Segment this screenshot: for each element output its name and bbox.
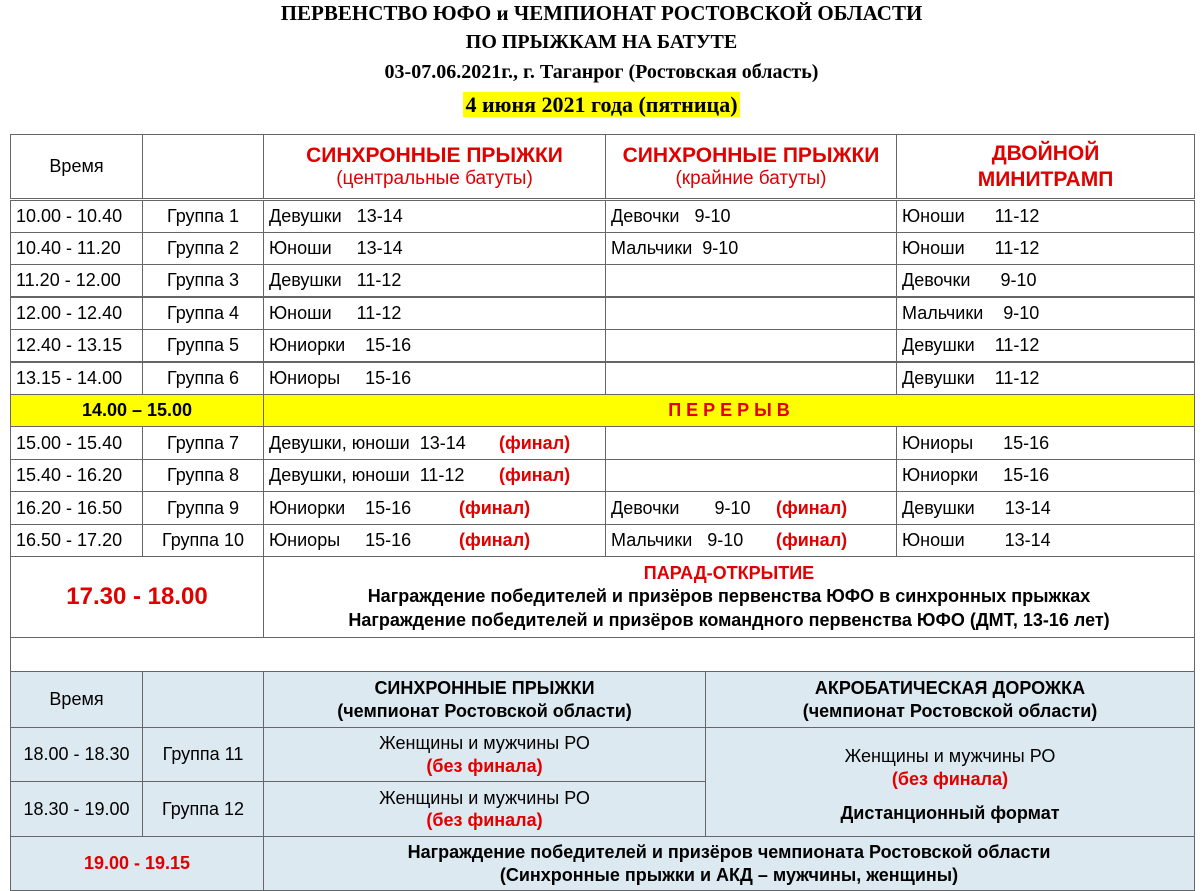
- final-row-sync-edge: [605, 524, 897, 557]
- row-group: [142, 200, 264, 233]
- t2-row1-sync: [263, 727, 706, 782]
- row-time-label: 11.20 - 12.00: [16, 270, 121, 291]
- date-heading: [0, 92, 1203, 118]
- break-time: [10, 394, 264, 427]
- date-highlight: 4 июня 2021 года (пятница): [465, 92, 738, 117]
- row-time: [10, 297, 143, 330]
- row-time: [10, 232, 143, 265]
- row-sync-edge: [605, 232, 897, 265]
- final-row-time: [10, 459, 143, 492]
- title-line-2: ПО ПРЫЖКАМ НА БАТУТЕ: [465, 31, 738, 53]
- row-time-label: 12.00 - 12.40: [16, 303, 123, 324]
- sync-central-entry: Девушки, юноши 11-12: [269, 465, 465, 486]
- row-sync-central: [263, 264, 606, 297]
- table2-header-sync: [263, 671, 706, 728]
- t2-award-time: [10, 836, 264, 891]
- final-row-time: [10, 491, 143, 525]
- final-row-sync-central: [263, 491, 606, 525]
- final-row-dmt: [896, 524, 1195, 557]
- final-row-sync-central: [263, 459, 606, 492]
- t2-sync-entry: Женщины и мужчины РО: [379, 787, 590, 808]
- row-time-label: 15.40 - 16.20: [16, 465, 123, 486]
- t2-group-label: Группа 12: [161, 798, 245, 819]
- final-row-group: [142, 459, 264, 492]
- row-time: [10, 200, 143, 233]
- title-line-1: ПЕРВЕНСТВО ЮФО и ЧЕМПИОНАТ РОСТОВСКОЙ ОБЛАСТИ: [280, 1, 923, 25]
- final-row-sync-edge: [605, 459, 897, 492]
- t2-track-cell: [705, 727, 1195, 837]
- row-group-label: Группа 1: [166, 206, 240, 227]
- parade-time-label: 17.30 - 18.00: [66, 583, 208, 610]
- final-row-sync-edge: [605, 491, 897, 525]
- dmt-entry: Юниорки 15-16: [902, 465, 1050, 486]
- row-time-label: 10.00 - 10.40: [16, 206, 123, 227]
- final-badge: (финал): [776, 530, 848, 551]
- dmt-entry: Девушки 11-12: [902, 335, 1040, 356]
- row-time: [10, 362, 143, 395]
- sync-edge-subtitle: (крайние батуты): [675, 167, 827, 189]
- row-time-label: 16.50 - 17.20: [16, 530, 123, 551]
- row-dmt: [896, 329, 1195, 362]
- sync-central-entry: Юниорки 15-16: [269, 497, 412, 518]
- t2-award-line-2: (Синхронные прыжки и АКД – мужчины, женщины): [499, 864, 959, 885]
- final-row-dmt: [896, 426, 1195, 460]
- row-dmt: [896, 362, 1195, 395]
- final-row-time: [10, 426, 143, 460]
- t2-sync-note: (без финала): [426, 755, 543, 776]
- final-row-dmt: [896, 459, 1195, 492]
- final-badge: (финал): [459, 497, 531, 518]
- row-time-label: 16.20 - 16.50: [16, 497, 123, 518]
- final-row-sync-central: [263, 426, 606, 460]
- final-row-group: [142, 426, 264, 460]
- sync-central-entry: Девушки, юноши 13-14: [269, 432, 466, 453]
- dmt-entry: Юноши 13-14: [902, 530, 1051, 551]
- row-group-label: Группа 7: [166, 432, 240, 453]
- table2-header-track: [705, 671, 1195, 728]
- row-group-label: Группа 6: [166, 368, 240, 389]
- table1-header-sync-central: [263, 134, 606, 199]
- parade-time: [10, 556, 264, 638]
- parade-award-1: Награждение победителей и призёров первенства ЮФО в синхронных прыжках: [367, 586, 1091, 607]
- t2-track-format: Дистанционный формат: [840, 803, 1060, 824]
- final-row-sync-edge: [605, 426, 897, 460]
- row-dmt: [896, 232, 1195, 265]
- final-row-dmt: [896, 491, 1195, 525]
- row-sync-edge: [605, 297, 897, 330]
- row-group-label: Группа 10: [161, 530, 245, 551]
- final-row-group: [142, 524, 264, 557]
- sync-edge-entry: Девочки 9-10: [611, 497, 751, 518]
- row-group-label: Группа 9: [166, 497, 240, 518]
- row-time: [10, 264, 143, 297]
- row-sync-central: [263, 362, 606, 395]
- row-dmt: [896, 264, 1195, 297]
- dmt-entry: Девочки 9-10: [902, 270, 1037, 291]
- row-time-label: 13.15 - 14.00: [16, 368, 123, 389]
- row-sync-central: [263, 297, 606, 330]
- final-badge: (финал): [459, 530, 531, 551]
- final-row-group: [142, 491, 264, 525]
- table1-header-dmt: [896, 134, 1195, 199]
- break-label: П Е Р Е Р Ы В: [668, 400, 790, 421]
- t2-time-label: 18.00 - 18.30: [23, 744, 130, 765]
- row-time: [10, 329, 143, 362]
- t2-sync-title: СИНХРОННЫЕ ПРЫЖКИ: [374, 678, 595, 698]
- parade-title: ПАРАД-ОТКРЫТИЕ: [643, 562, 815, 583]
- table1-header-time: [10, 134, 143, 199]
- sync-central-entry: Юноши 13-14: [269, 238, 403, 259]
- t2-group-label: Группа 11: [162, 744, 244, 765]
- final-badge: (финал): [776, 497, 848, 518]
- sync-central-subtitle: (центральные батуты): [336, 167, 533, 189]
- dmt-title-2: МИНИТРАМП: [977, 167, 1114, 191]
- row-sync-central: [263, 329, 606, 362]
- row-group-label: Группа 8: [166, 465, 240, 486]
- dmt-entry: Мальчики 9-10: [902, 303, 1040, 324]
- row-sync-central: [263, 232, 606, 265]
- t2-track-subtitle: (чемпионат Ростовской области): [802, 700, 1098, 721]
- row-group: [142, 232, 264, 265]
- sync-central-title: СИНХРОННЫЕ ПРЫЖКИ: [306, 143, 563, 167]
- t2-sync-note: (без финала): [426, 810, 543, 830]
- row-group: [142, 297, 264, 330]
- t2-award-time-label: 19.00 - 19.15: [83, 853, 191, 874]
- row-group-label: Группа 4: [166, 303, 240, 324]
- time-header-label: Время: [49, 156, 104, 177]
- final-badge: (финал): [499, 432, 571, 453]
- row-time-label: 10.40 - 11.20: [16, 238, 121, 259]
- dmt-entry: Юноши 11-12: [902, 206, 1040, 227]
- row-time-label: 15.00 - 15.40: [16, 432, 123, 453]
- table1-header-sync-edge: [605, 134, 897, 199]
- sync-edge-entry: Мальчики 9-10: [611, 238, 739, 259]
- final-badge: (финал): [499, 465, 571, 486]
- table1-header-group: [142, 134, 264, 199]
- sync-central-entry: Юниорки 15-16: [269, 335, 412, 356]
- dmt-entry: Девушки 13-14: [902, 497, 1051, 518]
- dmt-entry: Юноши 11-12: [902, 238, 1040, 259]
- sync-central-entry: Девушки 11-12: [269, 270, 402, 291]
- table2-header-group: [142, 671, 264, 728]
- final-row-time: [10, 524, 143, 557]
- final-row-sync-central: [263, 524, 606, 557]
- t2-row2-time: [10, 781, 143, 837]
- sync-edge-entry: Девочки 9-10: [611, 206, 731, 227]
- sync-edge-title: СИНХРОННЫЕ ПРЫЖКИ: [622, 143, 880, 167]
- row-group: [142, 329, 264, 362]
- t2-row1-time: [10, 727, 143, 782]
- t2-track-entry: Женщины и мужчины РО: [844, 746, 1056, 767]
- row-time-label: 12.40 - 13.15: [16, 335, 123, 356]
- row-group: [142, 264, 264, 297]
- sync-central-entry: Юниоры 15-16: [269, 368, 412, 389]
- row-group-label: Группа 2: [166, 238, 240, 259]
- parade-award-2: Награждение победителей и призёров командного первенства ЮФО (ДМТ, 13-16 лет): [348, 609, 1110, 630]
- sync-central-entry: Юниоры 15-16: [269, 530, 412, 551]
- break-cell: [263, 394, 1195, 427]
- row-sync-edge: [605, 264, 897, 297]
- row-sync-edge: [605, 329, 897, 362]
- dmt-entry: Девушки 11-12: [902, 368, 1040, 389]
- t2-track-title: АКРОБАТИЧЕСКАЯ ДОРОЖКА: [814, 678, 1086, 698]
- row-group-label: Группа 5: [166, 335, 240, 356]
- sync-central-entry: Девушки 13-14: [269, 206, 403, 227]
- dmt-title-1: ДВОЙНОЙ: [991, 142, 1100, 166]
- row-dmt: [896, 200, 1195, 233]
- row-sync-central: [263, 200, 606, 233]
- break-time-label: 14.00 – 15.00: [81, 400, 193, 421]
- spacer-row: [10, 637, 1195, 672]
- t2-time-label: 18.30 - 19.00: [23, 798, 130, 819]
- t2-sync-subtitle: (чемпионат Ростовской области): [337, 700, 632, 721]
- parade-cell: [263, 556, 1195, 638]
- t2-sync-entry: Женщины и мужчины РО: [379, 733, 590, 753]
- t2-award-line-1: Награждение победителей и призёров чемпионата Ростовской области: [407, 842, 1051, 862]
- t2-row2-sync: [263, 781, 706, 837]
- row-sync-edge: [605, 200, 897, 233]
- time-header-label-2: Время: [49, 689, 104, 710]
- row-dmt: [896, 297, 1195, 330]
- dmt-entry: Юниоры 15-16: [902, 432, 1050, 453]
- row-group-label: Группа 3: [166, 270, 240, 291]
- row-group: [142, 362, 264, 395]
- t2-award-cell: [263, 836, 1195, 891]
- t2-row1-group: [142, 727, 264, 782]
- t2-track-note: (без финала): [891, 768, 1009, 789]
- title-dates-location: 03-07.06.2021г., г. Таганрог (Ростовская область): [384, 61, 819, 83]
- sync-edge-entry: Мальчики 9-10: [611, 530, 744, 551]
- row-sync-edge: [605, 362, 897, 395]
- t2-row2-group: [142, 781, 264, 837]
- table2-header-time: [10, 671, 143, 728]
- sync-central-entry: Юноши 11-12: [269, 303, 402, 324]
